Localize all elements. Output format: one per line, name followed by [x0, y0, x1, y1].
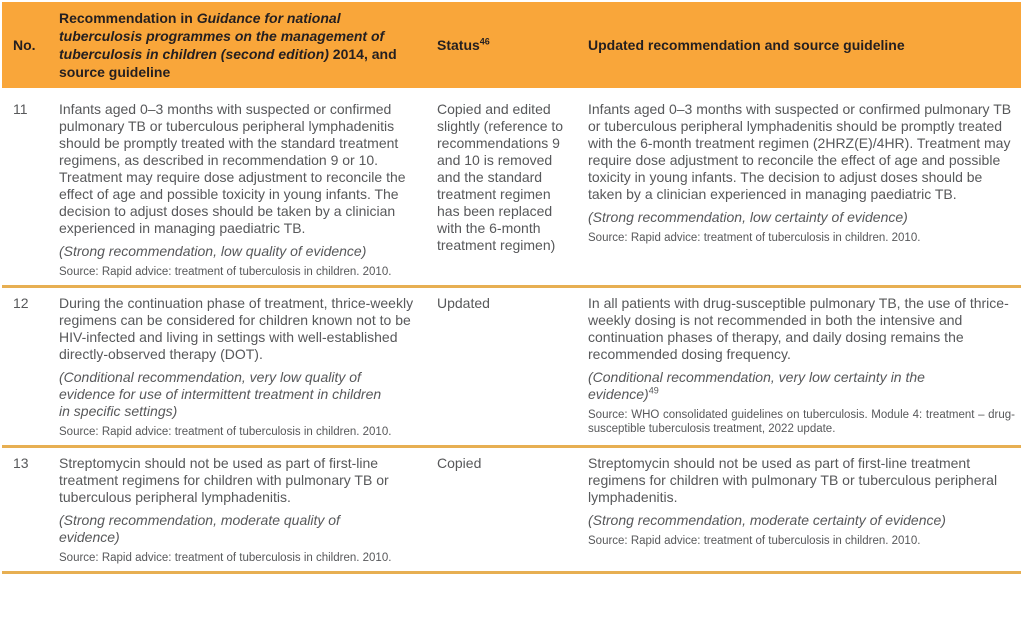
old-recommendation-cell — [59, 101, 437, 279]
old-recommendation-cell — [59, 455, 437, 565]
new-recommendation-text: Streptomycin should not be used as part of first-line treatment regimens for children with pulmonary TB or tuberculous peripheral lymphadenitis. — [588, 455, 998, 505]
new-strength-footnote-ref: 49 — [648, 385, 659, 396]
header-status-footnote-ref: 46 — [479, 36, 490, 47]
old-source-line: Source: Rapid advice: treatment of tuberculosis in children. 2010. — [59, 552, 392, 564]
new-source-line: Source: Rapid advice: treatment of tuberculosis in children. 2010. — [588, 535, 921, 547]
old-recommendation-strength: (Conditional recommendation, very low quality of evidence for use of intermittent treatment in children in specific settings) — [59, 369, 382, 419]
header-old-recommendation — [59, 5, 437, 85]
new-strength-text: (Strong recommendation, low certainty of evidence) — [588, 209, 908, 225]
new-recommendation-text: In all patients with drug-susceptible pulmonary TB, the use of thrice-weekly dosing is not recommended in both the intensive and continuation phases of therapy, and daily dosing remains the recommended dosing frequency. — [588, 295, 1009, 362]
new-source-line: Source: Rapid advice: treatment of tuberculosis in children. 2010. — [588, 232, 921, 244]
row-number: 11 — [13, 101, 28, 117]
new-recommendation-cell — [588, 101, 1021, 279]
old-recommendation-cell — [59, 295, 437, 439]
old-recommendation-text: During the continuation phase of treatment, thrice-weekly regimens can be considered for children known not to be HIV-infected and living in settings with well-established directly-observed therapy (DOT). — [59, 295, 414, 362]
new-recommendation-cell — [588, 295, 1021, 439]
new-recommendation-cell — [588, 455, 1021, 565]
old-source-line: Source: Rapid advice: treatment of tuberculosis in children. 2010. — [59, 426, 392, 438]
row-number: 12 — [13, 295, 29, 311]
header-old-part1: Recommendation in — [59, 10, 197, 26]
new-recommendation-strength — [588, 512, 990, 529]
old-recommendation-text: Streptomycin should not be used as part of first-line treatment regimens for children with pulmonary TB or tuberculous peripheral lymphadenitis. — [59, 455, 389, 505]
old-recommendation-text: Infants aged 0–3 months with suspected or confirmed pulmonary TB or tuberculous peripheral lymphadenitis should be promptly treated with the standard treatment regimens, as described in recommendation 9 or 10. Treatment may require dose adjustment to reconcile the effect of age and possible toxicity in young infants. The decision to adjust doses should be taken by a clinician experienced in managing paediatric TB. — [59, 101, 406, 236]
status-cell: Copied — [437, 455, 482, 471]
old-recommendation-strength: (Strong recommendation, low quality of evidence) — [59, 243, 367, 259]
status-cell: Copied and edited slightly (reference to recommendations 9 and 10 is removed and the standard treatment regimen has been replaced with the 6-month treatment regimen) — [437, 101, 564, 253]
table-row-11 — [2, 94, 1021, 288]
old-recommendation-strength: (Strong recommendation, moderate quality of evidence) — [59, 512, 340, 545]
status-cell: Updated — [437, 295, 490, 311]
header-status-label: Status — [437, 37, 480, 53]
new-recommendation-strength — [588, 209, 990, 226]
new-recommendation-strength — [588, 369, 990, 403]
old-source-line: Source: Rapid advice: treatment of tuberculosis in children. 2010. — [59, 266, 392, 278]
header-status — [437, 32, 588, 58]
table-header-row — [2, 2, 1021, 88]
new-source-line: Source: WHO consolidated guidelines on tuberculosis. Module 4: treatment – drug-susceptible tuberculosis treatment, 2022 update. — [588, 409, 1015, 435]
table-row-12 — [2, 288, 1021, 448]
new-strength-text: (Conditional recommendation, very low certainty in the evidence) — [588, 369, 925, 402]
header-updated-recommendation: Updated recommendation and source guideline — [588, 37, 905, 53]
header-no: No. — [13, 37, 36, 53]
header-old-part3: 2014, and source guideline — [59, 46, 397, 80]
new-strength-text: (Strong recommendation, moderate certainty of evidence) — [588, 512, 946, 528]
header-old-guideline-title: Guidance for national tuberculosis programmes on the management of tuberculosis in children (second edition) — [59, 10, 385, 62]
table-row-13 — [2, 448, 1021, 574]
row-number: 13 — [13, 455, 29, 471]
new-recommendation-text: Infants aged 0–3 months with suspected or confirmed pulmonary TB or tuberculous peripheral lymphadenitis should be promptly treated with the 6-month treatment regimen (2HRZ(E)/4HR). Treatment may require dose adjustment to reconcile the effect of age and possible toxicity in young infants. The decision to adjust doses should be taken by a clinician experienced in managing paediatric TB. — [588, 101, 1012, 202]
